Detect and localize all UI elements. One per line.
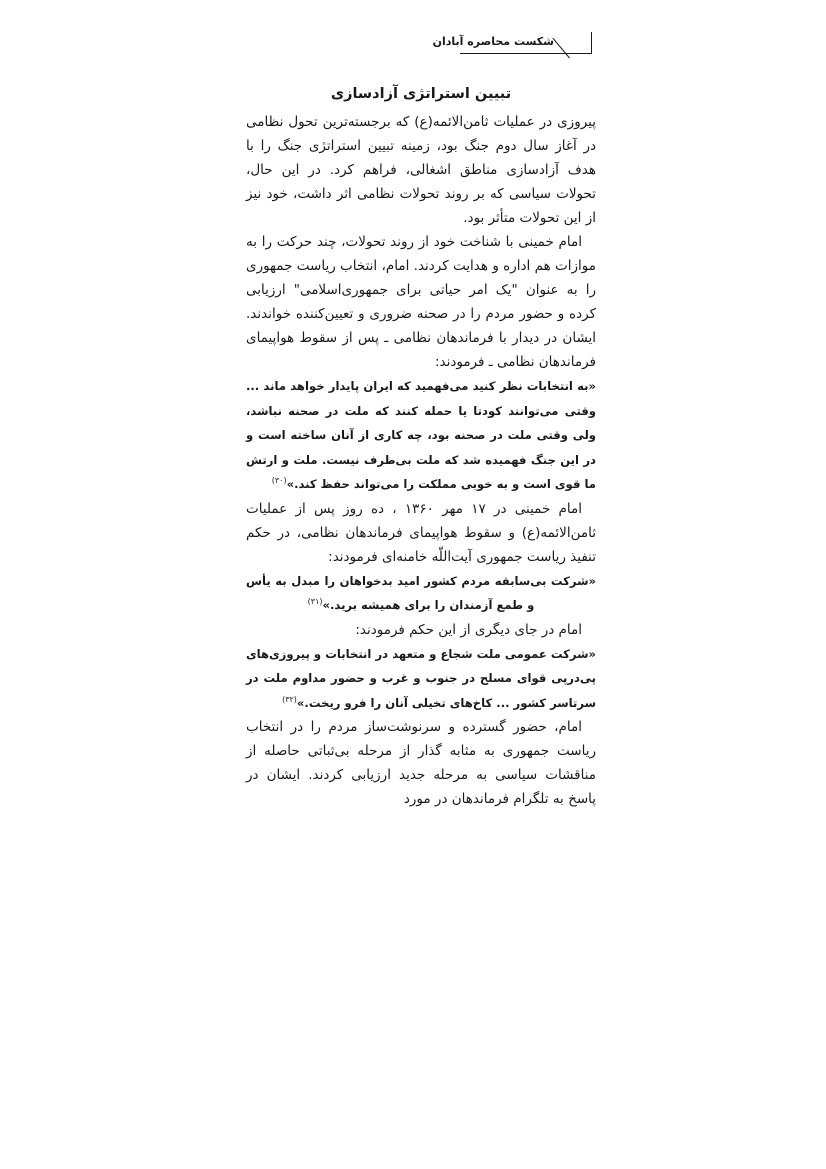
paragraph-another-part: امام در جای دیگری از این حکم فرمودند: — [355, 621, 582, 638]
quote-victories-text: «شرکت عمومی ملت شجاع و متعهد در انتخابات و پیروزی‌های پی‌درپی قوای مسلح در جنوب و غرب و حضور مداوم ملت در سرتاسر کشور ... کاخ‌های تخیلی آنان را فرو ریخت.» — [246, 646, 596, 710]
quote-elections — [246, 374, 596, 497]
paragraph-endorsement: امام خمینی در ۱۷ مهر ۱۳۶۰ ، ده روز پس از عملیات ثامن‌الائمه(ع) و سقوط هواپیمای فرماندهان نظامی، در حکم تنفیذ ریاست جمهوری آیت‌اللّه خامنه‌ای فرمودند: — [246, 500, 596, 565]
footnote-ref-30: (۳۰) — [271, 476, 287, 486]
quote-participation-text: «شرکت بی‌سابقه مردم کشور امید بدخواهان را مبدل به یأس و طمع آزمندان را برای همیشه برید.» — [246, 573, 596, 612]
paragraph-assessment: امام، حضور گسترده و سرنوشت‌ساز مردم را در انتخاب ریاست جمهوری به مثابه گذار از مرحله بی‌ثباتی حاصله از مناقشات سیاسی به مرحله جدید ارزیابی کردند. ایشان در پاسخ به تلگرام فرماندهان در مورد — [246, 719, 596, 807]
quote-victories — [246, 642, 596, 716]
quote-participation — [246, 569, 596, 618]
running-header — [432, 30, 592, 54]
running-header-title: شکست محاصره آبادان — [432, 35, 554, 48]
paragraph-intro: پیروزی در عملیات ثامن‌الائمه(ع) که برجسته‌ترین تحول نظامی در آغاز سال دوم جنگ بود، زمینه تبیین استراتژی جنگ را با هدف آزادسازی مناطق اشغالی، فراهم کرد. در این حال، تحولات سیاسی که بر روند تحولات نظامی اثر داشت، خود نیز از این تحولات متأثر بود. — [246, 114, 596, 226]
footnote-ref-32: (۳۲) — [282, 694, 297, 704]
header-rule — [460, 53, 592, 54]
header-slash-ornament — [552, 38, 569, 59]
section-title: تبیین استراتژی آزادسازی — [330, 86, 512, 102]
paragraph-imam-guidance: امام خمینی با شناخت خود از روند تحولات، چند حرکت را به موازات هم اداره و هدایت کردند. امام، انتخاب ریاست جمهوری را به عنوان "یک امر حیاتی برای جمهوری‌اسلامی" ارزیابی کرده و حضور مردم را در صحنه ضروری و تعیین‌کننده خواندند. ایشان در دیدار با فرماندهان نظامی ـ پس از سقوط هواپیمای فرماندهان نظامی ـ فرمودند: — [246, 234, 596, 370]
quote-elections-text: «به انتخابات نظر کنید می‌فهمید که ایران پایدار خواهد ماند ... وقتی می‌توانند کودتا یا حمله کنند که ملت در صحنه نباشد، ولی وقتی ملت در صحنه بود، چه کاری از آنان ساخته است و در این جنگ فهمیده شد که ملت بی‌طرف نیست. ملت و ارتش ما قوی است و به خوبی مملکت را می‌تواند حفظ کند.» — [246, 379, 596, 491]
footnote-ref-31: (۳۱) — [307, 597, 323, 607]
header-tick-ornament — [591, 32, 592, 54]
article-body — [246, 84, 596, 811]
